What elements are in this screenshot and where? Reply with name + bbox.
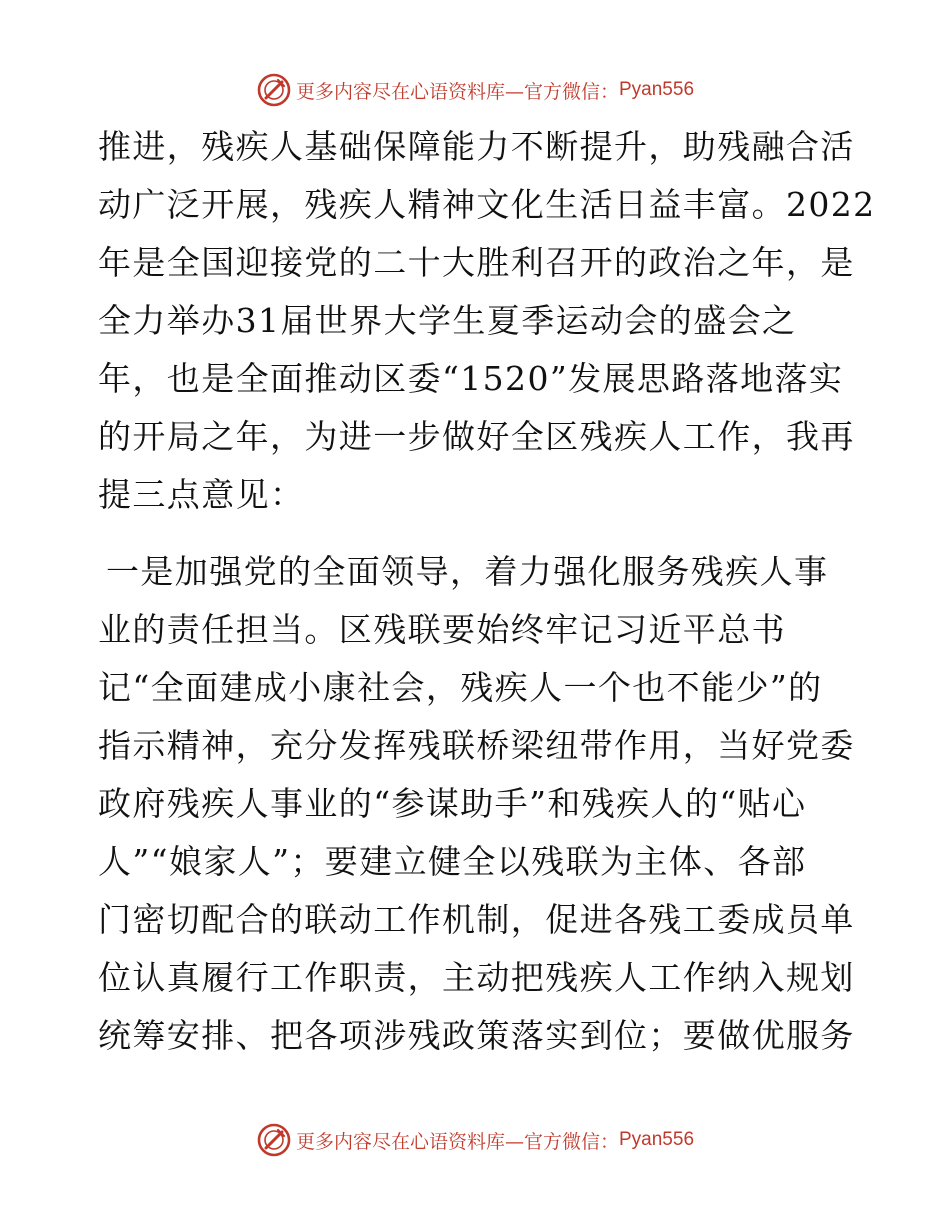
text-line: 人”“娘家人”；要建立健全以残联为主体、各部 — [98, 842, 807, 881]
text-line: 指示精神，充分发挥残联桥梁纽带作用，当好党委 — [98, 726, 855, 765]
text-line: 政府残疾人事业的“参谋助手”和残疾人的“贴心 — [98, 784, 807, 823]
brand-logo-icon — [256, 1122, 292, 1158]
text-line: 门密切配合的联动工作机制，促进各残工委成员单 — [98, 900, 855, 939]
text-line: 提三点意见： — [98, 475, 305, 514]
text-line: 全力举办31届世界大学生夏季运动会的盛会之 — [98, 301, 797, 340]
text-line: 一是加强党的全面领导，着力强化服务残疾人事 — [106, 552, 829, 591]
text-line: 动广泛开展，残疾人精神文化生活日益丰富。2022 — [98, 185, 876, 224]
text-line: 业的责任担当。区残联要始终牢记习近平总书 — [98, 610, 786, 649]
watermark-wechat-id: Pyan556 — [619, 1129, 695, 1150]
text-line: 位认真履行工作职责，主动把残疾人工作纳入规划 — [98, 958, 855, 997]
text-line: 记“全面建成小康社会，残疾人一个也不能少”的 — [98, 668, 823, 707]
text-line: 年，也是全面推动区委“1520”发展思路落地落实 — [98, 359, 844, 398]
brand-logo-icon — [256, 72, 292, 108]
text-line: 年是全国迎接党的二十大胜利召开的政治之年，是 — [98, 243, 855, 282]
watermark-text: 更多内容尽在心语资料库—官方微信： — [295, 1130, 619, 1153]
text-line: 统筹安排、把各项涉残政策落实到位；要做优服务 — [98, 1016, 855, 1055]
watermark-wechat-id: Pyan556 — [619, 79, 695, 100]
header-watermark — [0, 70, 950, 110]
watermark-text: 更多内容尽在心语资料库—官方微信： — [295, 80, 619, 103]
text-line: 的开局之年，为进一步做好全区残疾人工作，我再 — [98, 417, 855, 456]
text-line: 推进，残疾人基础保障能力不断提升，助残融合活 — [98, 127, 855, 166]
footer-watermark — [0, 1120, 950, 1160]
